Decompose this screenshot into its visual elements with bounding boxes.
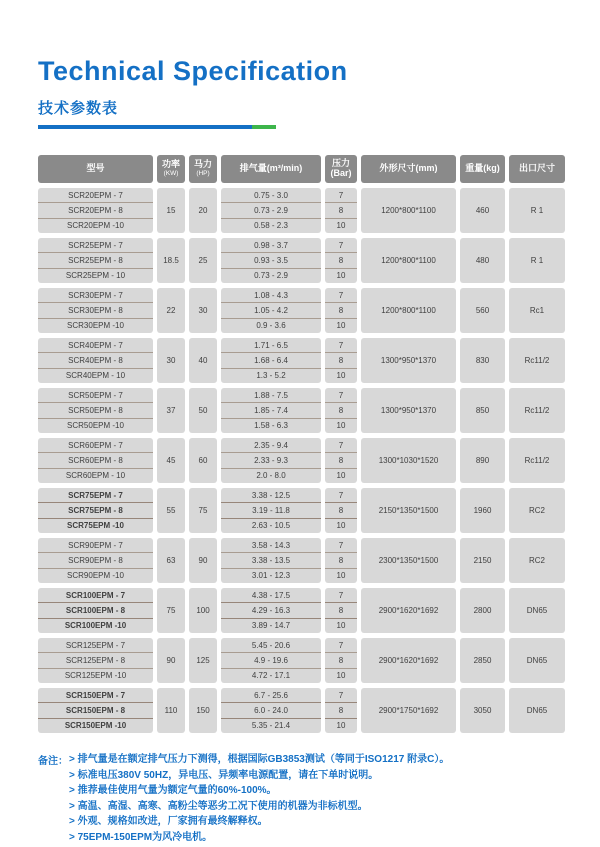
displacement-cell-row: 1.85 - 7.4 xyxy=(221,403,321,418)
model-cell-row: SCR150EPM - 7 xyxy=(38,688,153,703)
pressure-cell-row: 8 xyxy=(325,453,357,468)
displacement-cell-row: 3.58 - 14.3 xyxy=(221,538,321,553)
pressure-cell-row: 10 xyxy=(336,421,346,431)
displacement-cell xyxy=(221,688,321,733)
displacement-cell-row: 1.05 - 4.2 xyxy=(221,303,321,318)
pressure-cell-row: 10 xyxy=(336,271,346,281)
outlet-cell: R 1 xyxy=(509,188,565,233)
model-cell xyxy=(38,538,153,583)
model-cell xyxy=(38,288,153,333)
model-cell-row: SCR50EPM - 7 xyxy=(38,388,153,403)
pressure-cell-row: 7 xyxy=(325,388,357,403)
power-cell: 37 xyxy=(157,388,185,433)
pressure-cell-row: 10 xyxy=(336,521,346,531)
model-cell-row: SCR40EPM - 7 xyxy=(38,338,153,353)
horsepower-cell: 50 xyxy=(189,388,217,433)
note-line: > 推荐最佳使用气量为额定气量的60%-100%。 xyxy=(69,785,277,796)
displacement-cell-row: 4.38 - 17.5 xyxy=(221,588,321,603)
header-weight-label: 重量(kg) xyxy=(465,163,500,174)
header-power-label: 功率 xyxy=(161,159,180,170)
model-cell-row: SCR150EPM -10 xyxy=(64,721,127,731)
model-cell-row: SCR75EPM -10 xyxy=(67,521,124,531)
pressure-cell xyxy=(325,338,357,383)
power-cell: 55 xyxy=(157,488,185,533)
table-row xyxy=(38,638,565,683)
model-cell xyxy=(38,588,153,633)
notes xyxy=(38,752,565,845)
weight-cell: 1960 xyxy=(460,488,505,533)
pressure-cell-row: 10 xyxy=(336,721,346,731)
header-pressure-label: 压力(Bar) xyxy=(330,158,352,178)
underline-green-segment xyxy=(252,125,276,129)
displacement-cell-row: 5.45 - 20.6 xyxy=(221,638,321,653)
pressure-cell-row: 7 xyxy=(325,238,357,253)
model-cell-row: SCR40EPM - 8 xyxy=(38,353,153,368)
power-cell: 45 xyxy=(157,438,185,483)
displacement-cell-row: 0.98 - 3.7 xyxy=(221,238,321,253)
model-cell-row: SCR125EPM -10 xyxy=(64,671,127,681)
table-row xyxy=(38,338,565,383)
power-cell: 90 xyxy=(157,638,185,683)
weight-cell: 850 xyxy=(460,388,505,433)
pressure-cell-row: 7 xyxy=(325,488,357,503)
dimensions-cell: 1200*800*1100 xyxy=(361,238,456,283)
pressure-cell-row: 7 xyxy=(325,588,357,603)
power-cell: 30 xyxy=(157,338,185,383)
displacement-cell xyxy=(221,488,321,533)
dimensions-cell: 2150*1350*1500 xyxy=(361,488,456,533)
model-cell-row: SCR90EPM - 8 xyxy=(38,553,153,568)
model-cell-row: SCR30EPM - 8 xyxy=(38,303,153,318)
horsepower-cell: 25 xyxy=(189,238,217,283)
pressure-cell-row: 8 xyxy=(325,353,357,368)
pressure-cell xyxy=(325,638,357,683)
spec-table-body xyxy=(38,188,565,733)
displacement-cell-row: 3.38 - 13.5 xyxy=(221,553,321,568)
model-cell-row: SCR50EPM -10 xyxy=(67,421,124,431)
header-horsepower-label: 马力 xyxy=(193,159,212,170)
model-cell-row: SCR20EPM - 8 xyxy=(38,203,153,218)
pressure-cell-row: 7 xyxy=(325,338,357,353)
model-cell xyxy=(38,438,153,483)
table-row xyxy=(38,238,565,283)
outlet-cell: RC2 xyxy=(509,538,565,583)
header-model-label: 型号 xyxy=(86,163,105,174)
model-cell-row: SCR60EPM - 10 xyxy=(65,471,126,481)
page-subtitle: 技术参数表 xyxy=(38,100,119,117)
outlet-cell: DN65 xyxy=(509,588,565,633)
displacement-cell xyxy=(221,238,321,283)
model-cell-row: SCR30EPM - 7 xyxy=(38,288,153,303)
header-outlet-label: 出口尺寸 xyxy=(518,163,555,174)
notes-list xyxy=(69,752,565,845)
weight-cell: 890 xyxy=(460,438,505,483)
displacement-cell xyxy=(221,388,321,433)
weight-cell: 460 xyxy=(460,188,505,233)
note-line: > 75EPM-150EPM为风冷电机。 xyxy=(69,831,213,843)
displacement-cell xyxy=(221,338,321,383)
model-cell-row: SCR60EPM - 8 xyxy=(38,453,153,468)
model-cell xyxy=(38,688,153,733)
header-dimensions xyxy=(361,155,456,183)
displacement-cell-row: 2.35 - 9.4 xyxy=(221,438,321,453)
power-cell: 75 xyxy=(157,588,185,633)
pressure-cell-row: 7 xyxy=(325,188,357,203)
table-row xyxy=(38,588,565,633)
dimensions-cell: 2900*1620*1692 xyxy=(361,638,456,683)
displacement-cell xyxy=(221,188,321,233)
table-row xyxy=(38,438,565,483)
table-row xyxy=(38,688,565,733)
header-displacement-label: 排气量(m³/min) xyxy=(239,163,303,174)
spec-table-header xyxy=(38,155,565,183)
model-cell-row: SCR100EPM - 7 xyxy=(38,588,153,603)
pressure-cell-row: 7 xyxy=(325,688,357,703)
displacement-cell-row: 4.9 - 19.6 xyxy=(221,653,321,668)
displacement-cell-row: 4.72 - 17.1 xyxy=(251,671,291,681)
pressure-cell-row: 8 xyxy=(325,403,357,418)
displacement-cell-row: 2.0 - 8.0 xyxy=(256,471,286,481)
header-power xyxy=(157,155,185,183)
dimensions-cell: 1200*800*1100 xyxy=(361,188,456,233)
note-line: > 高温、高湿、高寒、高粉尘等恶劣工况下使用的机器为非标机型。 xyxy=(69,800,368,812)
displacement-cell-row: 1.58 - 6.3 xyxy=(254,421,288,431)
displacement-cell-row: 1.3 - 5.2 xyxy=(256,371,286,381)
model-cell xyxy=(38,388,153,433)
displacement-cell-row: 6.0 - 24.0 xyxy=(221,703,321,718)
power-cell: 15 xyxy=(157,188,185,233)
pressure-cell-row: 10 xyxy=(336,471,346,481)
model-cell-row: SCR60EPM - 7 xyxy=(38,438,153,453)
model-cell-row: SCR25EPM - 7 xyxy=(38,238,153,253)
horsepower-cell: 100 xyxy=(189,588,217,633)
table-row xyxy=(38,288,565,333)
power-cell: 63 xyxy=(157,538,185,583)
note-line: > 外观、规格如改进，厂家拥有最终解释权。 xyxy=(69,816,268,827)
header-dimensions-label: 外形尺寸(mm) xyxy=(379,163,438,174)
model-cell-row: SCR90EPM - 7 xyxy=(38,538,153,553)
dimensions-cell: 2900*1620*1692 xyxy=(361,588,456,633)
horsepower-cell: 30 xyxy=(189,288,217,333)
displacement-cell-row: 1.08 - 4.3 xyxy=(221,288,321,303)
pressure-cell-row: 7 xyxy=(325,538,357,553)
displacement-cell-row: 6.7 - 25.6 xyxy=(221,688,321,703)
spec-table xyxy=(38,155,565,733)
power-cell: 18.5 xyxy=(157,238,185,283)
displacement-cell-row: 3.89 - 14.7 xyxy=(251,621,291,631)
model-cell-row: SCR100EPM -10 xyxy=(64,621,127,631)
displacement-cell-row: 5.35 - 21.4 xyxy=(251,721,291,731)
model-cell-row: SCR75EPM - 7 xyxy=(38,488,153,503)
pressure-cell xyxy=(325,538,357,583)
displacement-cell-row: 0.73 - 2.9 xyxy=(254,271,288,281)
pressure-cell-row: 10 xyxy=(336,571,346,581)
pressure-cell xyxy=(325,588,357,633)
table-row xyxy=(38,538,565,583)
displacement-cell xyxy=(221,438,321,483)
dimensions-cell: 2900*1750*1692 xyxy=(361,688,456,733)
header-outlet xyxy=(509,155,565,183)
pressure-cell-row: 8 xyxy=(325,503,357,518)
weight-cell: 3050 xyxy=(460,688,505,733)
horsepower-cell: 75 xyxy=(189,488,217,533)
header-displacement xyxy=(221,155,321,183)
displacement-cell xyxy=(221,288,321,333)
model-cell xyxy=(38,188,153,233)
dimensions-cell: 1300*1030*1520 xyxy=(361,438,456,483)
outlet-cell: R 1 xyxy=(509,238,565,283)
displacement-cell-row: 0.93 - 3.5 xyxy=(221,253,321,268)
horsepower-cell: 60 xyxy=(189,438,217,483)
model-cell-row: SCR25EPM - 8 xyxy=(38,253,153,268)
displacement-cell xyxy=(221,638,321,683)
note-line: > 排气量是在额定排气压力下测得，根据国际GB3853测试（等同于ISO1217 附录C）。 xyxy=(69,754,450,765)
displacement-cell-row: 2.63 - 10.5 xyxy=(251,521,291,531)
dimensions-cell: 1300*950*1370 xyxy=(361,338,456,383)
header-horsepower-unit: (HP) xyxy=(196,170,210,178)
page-title: Technical Specification xyxy=(38,56,348,86)
dimensions-cell: 1300*950*1370 xyxy=(361,388,456,433)
table-row xyxy=(38,188,565,233)
table-row xyxy=(38,388,565,433)
displacement-cell-row: 3.19 - 11.8 xyxy=(221,503,321,518)
pressure-cell xyxy=(325,438,357,483)
displacement-cell-row: 3.38 - 12.5 xyxy=(221,488,321,503)
model-cell-row: SCR125EPM - 7 xyxy=(38,638,153,653)
pressure-cell-row: 8 xyxy=(325,203,357,218)
displacement-cell-row: 1.88 - 7.5 xyxy=(221,388,321,403)
header-power-unit: (KW) xyxy=(163,170,179,178)
model-cell-row: SCR20EPM - 7 xyxy=(38,188,153,203)
pressure-cell-row: 8 xyxy=(325,303,357,318)
model-cell xyxy=(38,638,153,683)
pressure-cell-row: 8 xyxy=(325,703,357,718)
dimensions-cell: 2300*1350*1500 xyxy=(361,538,456,583)
pressure-cell-row: 8 xyxy=(325,253,357,268)
pressure-cell-row: 10 xyxy=(336,221,346,231)
outlet-cell: RC2 xyxy=(509,488,565,533)
header-horsepower xyxy=(189,155,217,183)
horsepower-cell: 40 xyxy=(189,338,217,383)
model-cell-row: SCR75EPM - 8 xyxy=(38,503,153,518)
displacement-cell-row: 0.75 - 3.0 xyxy=(221,188,321,203)
pressure-cell xyxy=(325,388,357,433)
model-cell-row: SCR100EPM - 8 xyxy=(38,603,153,618)
model-cell-row: SCR50EPM - 8 xyxy=(38,403,153,418)
model-cell-row: SCR30EPM -10 xyxy=(67,321,124,331)
pressure-cell xyxy=(325,288,357,333)
displacement-cell-row: 3.01 - 12.3 xyxy=(251,571,291,581)
model-cell-row: SCR125EPM - 8 xyxy=(38,653,153,668)
outlet-cell: DN65 xyxy=(509,638,565,683)
outlet-cell: DN65 xyxy=(509,688,565,733)
pressure-cell-row: 10 xyxy=(336,621,346,631)
model-cell-row: SCR40EPM - 10 xyxy=(65,371,126,381)
header-pressure xyxy=(325,155,357,183)
header-model xyxy=(38,155,153,183)
displacement-cell-row: 4.29 - 16.3 xyxy=(221,603,321,618)
horsepower-cell: 150 xyxy=(189,688,217,733)
displacement-cell xyxy=(221,588,321,633)
displacement-cell-row: 0.9 - 3.6 xyxy=(256,321,286,331)
power-cell: 22 xyxy=(157,288,185,333)
displacement-cell-row: 0.58 - 2.3 xyxy=(254,221,288,231)
underline-blue-segment xyxy=(38,125,252,129)
horsepower-cell: 90 xyxy=(189,538,217,583)
weight-cell: 480 xyxy=(460,238,505,283)
notes-label: 备注： xyxy=(38,756,68,767)
dimensions-cell: 1200*800*1100 xyxy=(361,288,456,333)
horsepower-cell: 125 xyxy=(189,638,217,683)
pressure-cell-row: 7 xyxy=(325,438,357,453)
note-line: > 标准电压380V 50HZ，异电压、异频率电源配置，请在下单时说明。 xyxy=(69,769,379,781)
pressure-cell xyxy=(325,488,357,533)
weight-cell: 830 xyxy=(460,338,505,383)
displacement-cell xyxy=(221,538,321,583)
displacement-cell-row: 2.33 - 9.3 xyxy=(221,453,321,468)
pressure-cell-row: 10 xyxy=(336,321,346,331)
model-cell-row: SCR20EPM -10 xyxy=(67,221,124,231)
pressure-cell-row: 8 xyxy=(325,603,357,618)
model-cell-row: SCR90EPM -10 xyxy=(67,571,124,581)
displacement-cell-row: 1.71 - 6.5 xyxy=(221,338,321,353)
weight-cell: 2150 xyxy=(460,538,505,583)
model-cell-row: SCR25EPM - 10 xyxy=(65,271,126,281)
pressure-cell-row: 7 xyxy=(325,638,357,653)
outlet-cell: Rc11/2 xyxy=(509,338,565,383)
outlet-cell: Rc1 xyxy=(509,288,565,333)
pressure-cell xyxy=(325,688,357,733)
displacement-cell-row: 0.73 - 2.9 xyxy=(221,203,321,218)
weight-cell: 2800 xyxy=(460,588,505,633)
power-cell: 110 xyxy=(157,688,185,733)
pressure-cell-row: 10 xyxy=(336,371,346,381)
horsepower-cell: 20 xyxy=(189,188,217,233)
model-cell xyxy=(38,338,153,383)
displacement-cell-row: 1.68 - 6.4 xyxy=(221,353,321,368)
model-cell xyxy=(38,488,153,533)
pressure-cell-row: 8 xyxy=(325,653,357,668)
weight-cell: 560 xyxy=(460,288,505,333)
pressure-cell-row: 10 xyxy=(336,671,346,681)
header-weight xyxy=(460,155,505,183)
outlet-cell: Rc11/2 xyxy=(509,438,565,483)
title-underline xyxy=(38,125,276,129)
pressure-cell-row: 8 xyxy=(325,553,357,568)
model-cell-row: SCR150EPM - 8 xyxy=(38,703,153,718)
model-cell xyxy=(38,238,153,283)
table-row xyxy=(38,488,565,533)
pressure-cell-row: 7 xyxy=(325,288,357,303)
pressure-cell xyxy=(325,188,357,233)
outlet-cell: Rc11/2 xyxy=(509,388,565,433)
pressure-cell xyxy=(325,238,357,283)
weight-cell: 2850 xyxy=(460,638,505,683)
